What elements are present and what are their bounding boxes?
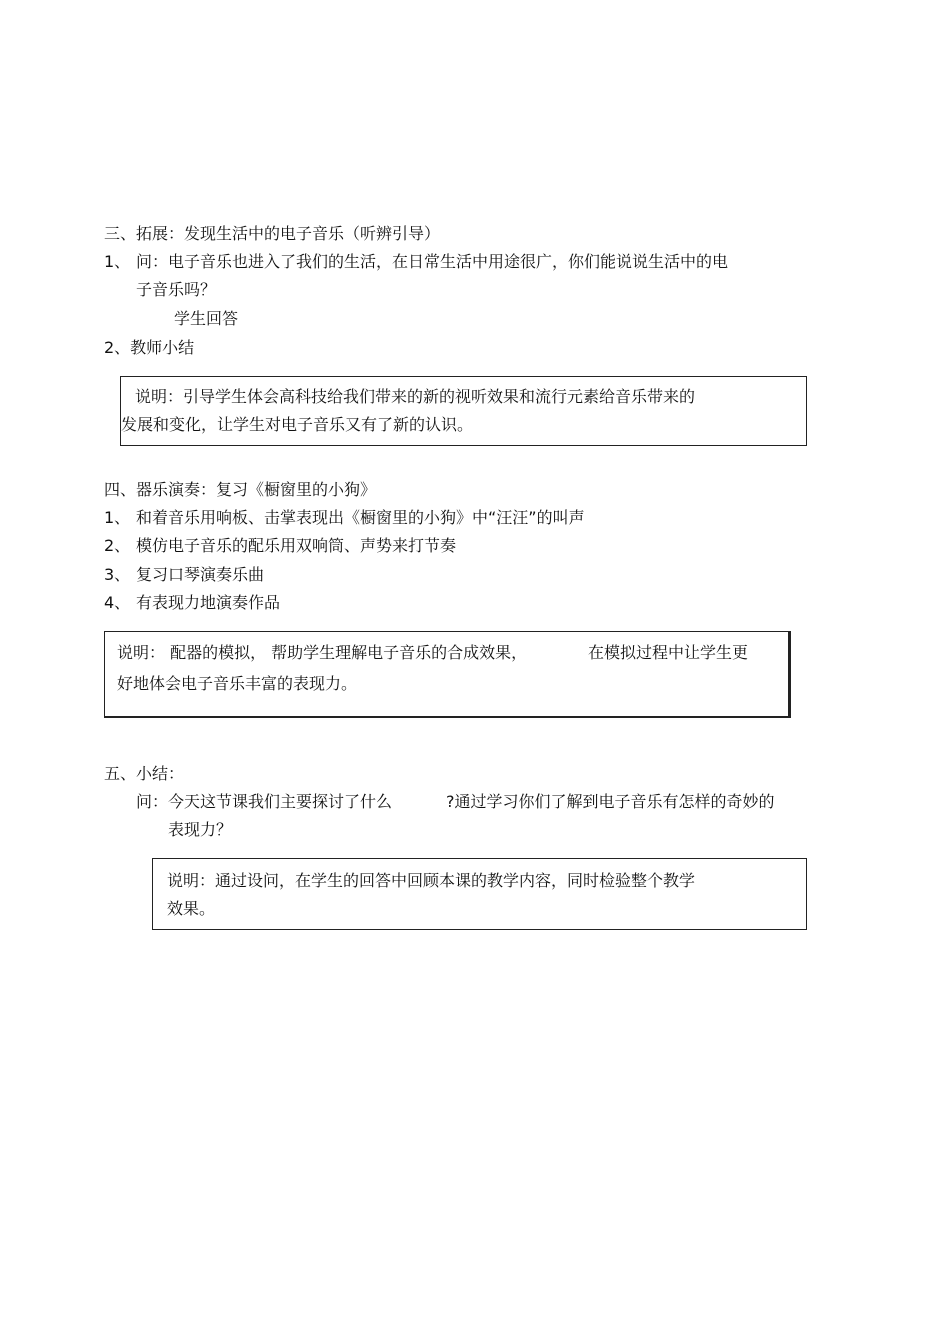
section4-note-line2: 好地体会电子音乐丰富的表现力。 [117, 674, 358, 693]
section4-item1: 和着音乐用响板、击掌表现出《橱窗里的小狗》中“汪汪”的叫声 [136, 508, 585, 527]
section3-item1-number: 1、 [104, 252, 131, 271]
section4-heading: 四、器乐演奏：复习《橱窗里的小狗》 [104, 480, 377, 499]
section5-question-cont: 表现力？ [168, 820, 233, 839]
section4-note-line1-part2: 在模拟过程中让学生更 [588, 643, 749, 662]
section3-heading: 三、拓展：发现生活中的电子音乐（听辨引导） [104, 224, 441, 243]
section4-item3-number: 3、 [104, 565, 131, 584]
section5-heading: 五、小结： [104, 764, 185, 783]
section4-note-box [104, 631, 791, 718]
section4-item2-number: 2、 [104, 536, 131, 555]
section3-item1-question: 问：电子音乐也进入了我们的生活，在日常生活中用途很广，你们能说说生活中的电 [136, 252, 729, 271]
section4-item2: 模仿电子音乐的配乐用双响筒、声势来打节奏 [136, 536, 457, 555]
section4-item3: 复习口琴演奏乐曲 [136, 565, 265, 584]
section5-question-part1: 问：今天这节课我们主要探讨了什么 [136, 792, 393, 811]
section4-note-line1-part1: 说明： 配器的模拟， 帮助学生理解电子音乐的合成效果， [117, 643, 528, 662]
section4-item4: 有表现力地演奏作品 [136, 593, 281, 612]
section5-note-line1: 说明：通过设问，在学生的回答中回顾本课的教学内容，同时检验整个教学 [167, 871, 696, 890]
section5-note-line2: 效果。 [167, 899, 216, 918]
section3-note-line2: 发展和变化，让学生对电子音乐又有了新的认识。 [121, 415, 474, 434]
section3-note-line1: 说明：引导学生体会高科技给我们带来的新的视听效果和流行元素给音乐带来的 [135, 387, 696, 406]
section5-question-part2: ?通过学习你们了解到电子音乐有怎样的奇妙的 [446, 792, 775, 811]
section5-note-box [152, 858, 807, 930]
section4-item4-number: 4、 [104, 593, 131, 612]
section3-item1-answer: 学生回答 [174, 309, 239, 328]
section3-note-box [120, 376, 807, 446]
section4-item1-number: 1、 [104, 508, 131, 527]
section3-item2: 2、教师小结 [104, 338, 195, 357]
section3-item1-question-cont: 子音乐吗？ [136, 280, 217, 299]
